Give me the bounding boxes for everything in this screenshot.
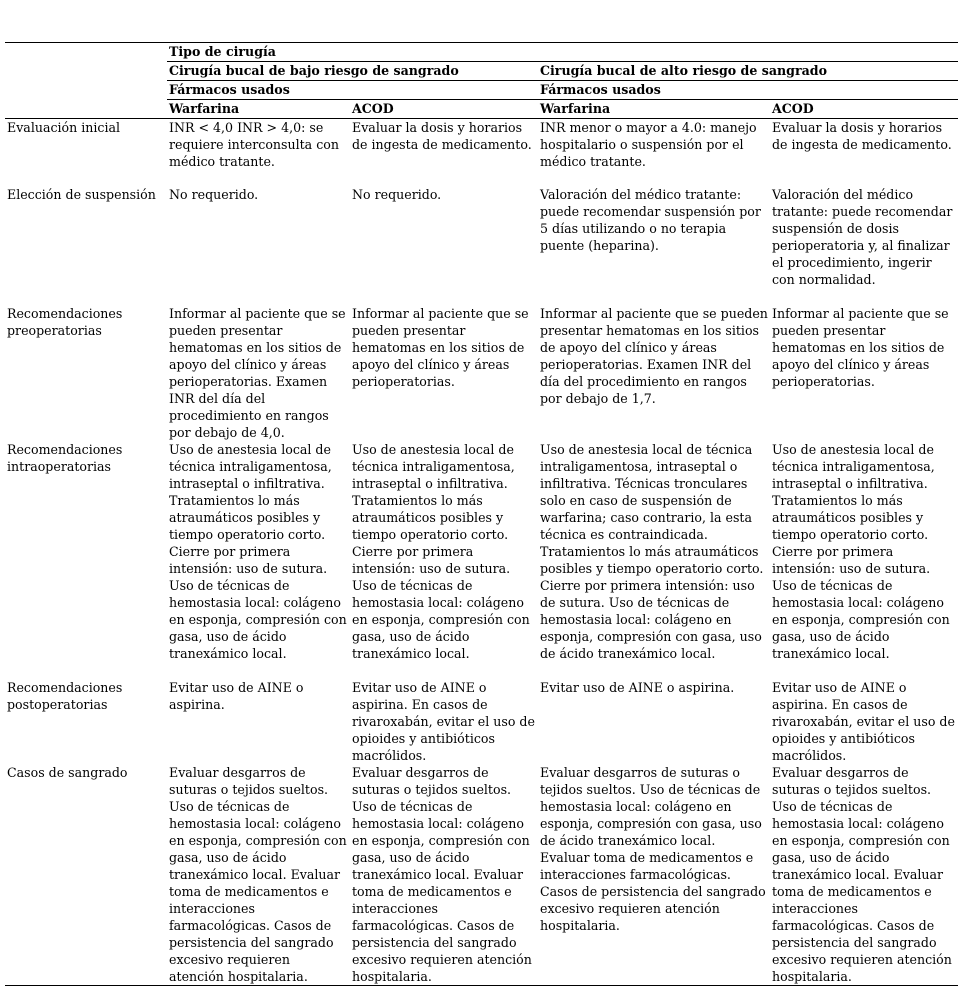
- surgery-recommendations-table: [5, 42, 958, 986]
- header-high-risk: Cirugía bucal de alto riesgo de sangrado: [538, 62, 958, 81]
- table-row: [5, 441, 958, 679]
- table-cell: Evaluar desgarros de suturas o tejidos sueltos. Uso de técnicas de hemostasia local: colágeno en esponja, compresión con gasa, uso de ácido tranexámico local. Evaluar toma de medicamentos e interacciones farmacológicas. Casos de persistencia del sangrado excesivo requieren atención hospitalaria.: [167, 764, 350, 986]
- table-row: [5, 764, 958, 986]
- table-cell: Valoración del médico tratante: puede recomendar suspensión por 5 días utilizando o no terapia puente (heparina).: [540, 186, 761, 253]
- table-cell: Evaluar desgarros de suturas o tejidos sueltos. Uso de técnicas de hemostasia local: colágeno en esponja, compresión con gasa, uso de ácido tranexámico local. Evaluar toma de medicamentos e interacciones farmacológicas. Casos de persistencia del sangrado excesivo requieren atención hospitalaria.: [770, 764, 958, 986]
- header-empty: [5, 81, 167, 100]
- row-label: Recomendaciones intraoperatorias: [7, 441, 123, 474]
- table-cell: Evitar uso de AINE o aspirina. En casos de rivaroxabán, evitar el uso de opioides y antibióticos macrólidos.: [352, 679, 535, 763]
- header-low-risk: Cirugía bucal de bajo riesgo de sangrado: [167, 62, 538, 81]
- table-row: [5, 119, 958, 186]
- header-col-acod-low: ACOD: [350, 100, 538, 119]
- table-cell: Evaluar la dosis y horarios de ingesta de medicamento.: [772, 120, 952, 152]
- row-label: Elección de suspensión: [7, 186, 156, 202]
- table-cell: Evitar uso de AINE o aspirina. En casos de rivaroxabán, evitar el uso de opioides y antibióticos macrólidos.: [772, 679, 955, 763]
- row-label: Evaluación inicial: [7, 120, 121, 135]
- table-cell: Valoración del médico tratante: puede recomendar suspensión de dosis perioperatoria y, al finalizar el procedimiento, ingerir con normalidad.: [772, 186, 953, 287]
- table-cell: INR menor o mayor a 4.0: manejo hospitalario o suspensión por el médico tratante.: [540, 120, 757, 169]
- table-cell: Evitar uso de AINE o aspirina.: [540, 679, 735, 695]
- table-cell: No requerido.: [169, 186, 259, 202]
- header-empty: [5, 100, 167, 119]
- table-cell: Evaluar la dosis y horarios de ingesta de medicamento.: [352, 120, 532, 152]
- table-cell: Informar al paciente que se pueden presentar hematomas en los sitios de apoyo del clínico y áreas perioperatorias. Examen INR del día del procedimiento en rangos por debajo de 1,7.: [540, 305, 768, 406]
- header-col-acod-high: ACOD: [770, 100, 958, 119]
- table-cell: Informar al paciente que se pueden presentar hematomas en los sitios de apoyo del clínico y áreas perioperatorias.: [772, 305, 949, 389]
- table-cell: INR < 4,0 INR > 4,0: se requiere interconsulta con médico tratante.: [169, 120, 339, 169]
- table-cell: Uso de anestesia local de técnica intraligamentosa, intraseptal o infiltrativa. Tratamientos lo más atraumáticos posibles y tiempo operatorio corto. Cierre por primera intensión: uso de sutura. Uso de técnicas de hemostasia local: colágeno en esponja, compresión con gasa, uso de ácido tranexámico local.: [772, 441, 950, 661]
- table-cell: Uso de anestesia local de técnica intraligamentosa, intraseptal o infiltrativa. Tratamientos lo más atraumáticos posibles y tiempo operatorio corto. Cierre por primera intensión: uso de sutura. Uso de técnicas de hemostasia local: colágeno en esponja, compresión con gasa, uso de ácido tranexámico local.: [169, 441, 347, 661]
- table-cell: Uso de anestesia local de técnica intraligamentosa, intraseptal o infiltrativa. Tratamientos lo más atraumáticos posibles y tiempo operatorio corto. Cierre por primera intensión: uso de sutura. Uso de técnicas de hemostasia local: colágeno en esponja, compresión con gasa, uso de ácido tranexámico local.: [352, 441, 530, 661]
- header-col-warfarina-high: Warfarina: [538, 100, 770, 119]
- table-cell: Evitar uso de AINE o aspirina.: [169, 679, 304, 712]
- header-surgery-type: Tipo de cirugía: [167, 43, 958, 62]
- header-col-warfarina-low: Warfarina: [167, 100, 350, 119]
- header-drugs-high: Fármacos usados: [538, 81, 958, 100]
- table-cell: Uso de anestesia local de técnica intraligamentosa, intraseptal o infiltrativa. Técnicas tronculares solo en caso de suspensión de warfarina; caso contrario, la esta técnica es contraindicada. Tratamientos lo más atraumáticos posibles y tiempo operatorio corto. Cierre por primera intensión: uso de sutura. Uso de técnicas de hemostasia local: colágeno en esponja, compresión con gasa, uso de ácido tranexámico local.: [540, 441, 764, 661]
- row-label: Recomendaciones postoperatorias: [7, 679, 123, 712]
- table-cell: Evaluar desgarros de suturas o tejidos sueltos. Uso de técnicas de hemostasia local: colágeno en esponja, compresión con gasa, uso de ácido tranexámico local. Evaluar toma de medicamentos e interacciones farmacológicas. Casos de persistencia del sangrado excesivo requieren atención hospitalaria.: [350, 764, 538, 986]
- header-empty: [5, 43, 167, 62]
- table-cell: Informar al paciente que se pueden presentar hematomas en los sitios de apoyo del clínico y áreas perioperatorias. Examen INR del día del procedimiento en rangos por debajo de 4,0.: [169, 305, 346, 440]
- table-cell: Evaluar desgarros de suturas o tejidos sueltos. Uso de técnicas de hemostasia local: colágeno en esponja, compresión con gasa, uso de ácido tranexámico local. Evaluar toma de medicamentos e interacciones farmacológicas. Casos de persistencia del sangrado excesivo requieren atención hospitalaria.: [538, 764, 770, 986]
- row-label: Casos de sangrado: [5, 764, 167, 986]
- table-row: [5, 186, 958, 305]
- header-empty: [5, 62, 167, 81]
- table-cell: No requerido.: [352, 186, 442, 202]
- row-label: Recomendaciones preoperatorias: [7, 305, 123, 338]
- table-row: [5, 305, 958, 441]
- header-drugs-low: Fármacos usados: [167, 81, 538, 100]
- table-row: [5, 679, 958, 764]
- table-cell: Informar al paciente que se pueden presentar hematomas en los sitios de apoyo del clínico y áreas perioperatorias.: [352, 305, 529, 389]
